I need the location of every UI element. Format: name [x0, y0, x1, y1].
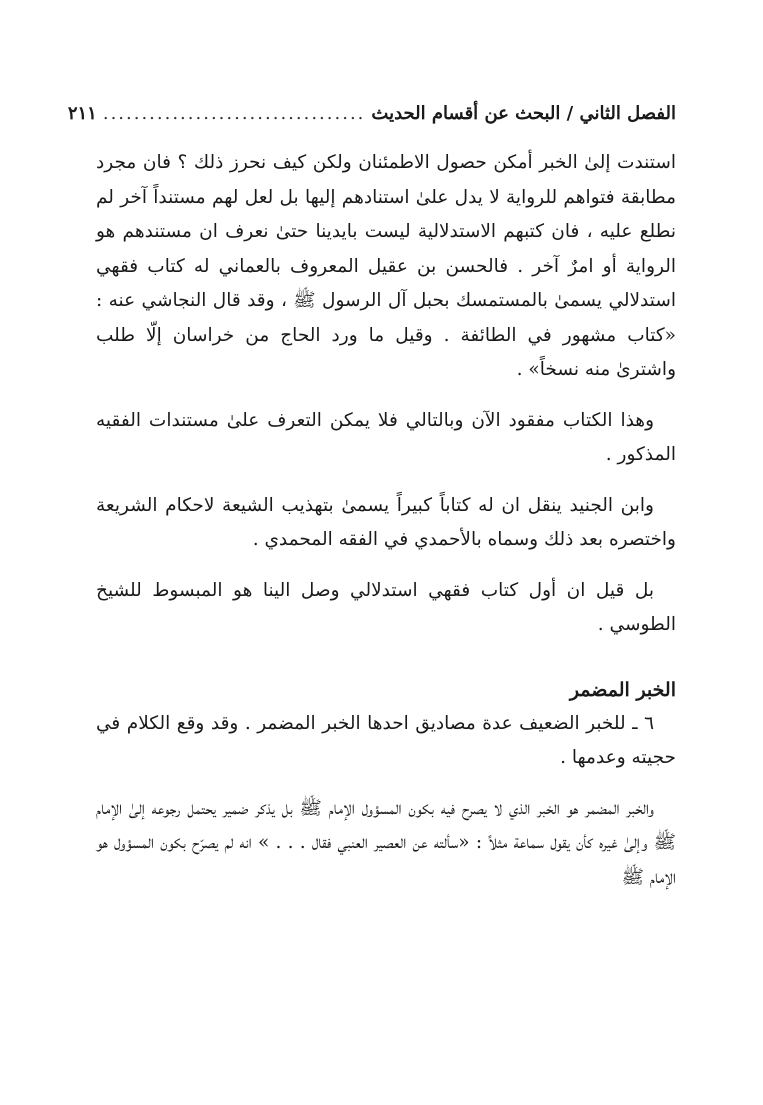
paragraph-ibn-junaid: وابن الجنيد ينقل ان له كتاباً كبيراً يسمىٰ بتهذيب الشيعة لاحكام الشريعة واختصره بعد ذلك وسماه بالأحمدي في الفقه المحمدي . [96, 494, 676, 550]
paragraph-mabsut: بل قيل ان أول كتاب فقهي استدلالي وصل الينا هو المبسوط للشيخ الطوسي . [96, 579, 676, 635]
running-header [67, 98, 676, 128]
chapter-title: الفصل الثاني / البحث عن أقسام الحديث [371, 102, 676, 124]
page-body [96, 146, 676, 895]
paragraph-lost-book: وهذا الكتاب مفقود الآن وبالتالي فلا يمكن التعرف علىٰ مستندات الفقيه المذكور . [96, 409, 676, 465]
leader-dots: .................................. [102, 102, 366, 124]
page-number: ٢١١ [67, 102, 97, 124]
section-heading: الخبر المضمر [569, 678, 676, 701]
paragraph-numbered-6: ٦ ـ للخبر الضعيف عدة مصاديق احدها الخبر المضمر . وقد وقع الكلام في حجيته وعدمها . [96, 712, 676, 768]
paragraph-continuation: استندت إلىٰ الخبر أمكن حصول الاطمئنان ولكن كيف نحرز ذلك ؟ فان مجرد مطابقة فتواهم للرواية لا يدل علىٰ استنادهم إليها بل لعل لهم مستنداً آخر لم نطلع عليه ، فان كتبهم الاستدلالية ليست بايدينا حتىٰ نعرف ان مستندهم هو الرواية أو امرٌ آخر . فالحسن بن عقيل المعروف بالعماني له كتاب فقهي استدلالي يسمىٰ بالمستمسك بحبل آل الرسول ﷺ ، وقد قال النجاشي عنه : «كتاب مشهور في الطائفة . وقيل ما ورد الحاج من خراسان إلّا طلب واشترىٰ منه نسخاً» . [96, 152, 676, 380]
paragraph-definition: والخبر المضمر هو الخبر الذي لا يصرح فيه بكون المسؤول الإمام ﷺ بل يذكر ضمير يحتمل رجوعه إلىٰ الإمام ﷺ وإلىٰ غيره كأن يقول سماعة مثلاً : «سألته عن العصير العنبي فقال . . . » انه لم يصرّح بكون المسؤول هو الإمام ﷺ [96, 797, 676, 888]
